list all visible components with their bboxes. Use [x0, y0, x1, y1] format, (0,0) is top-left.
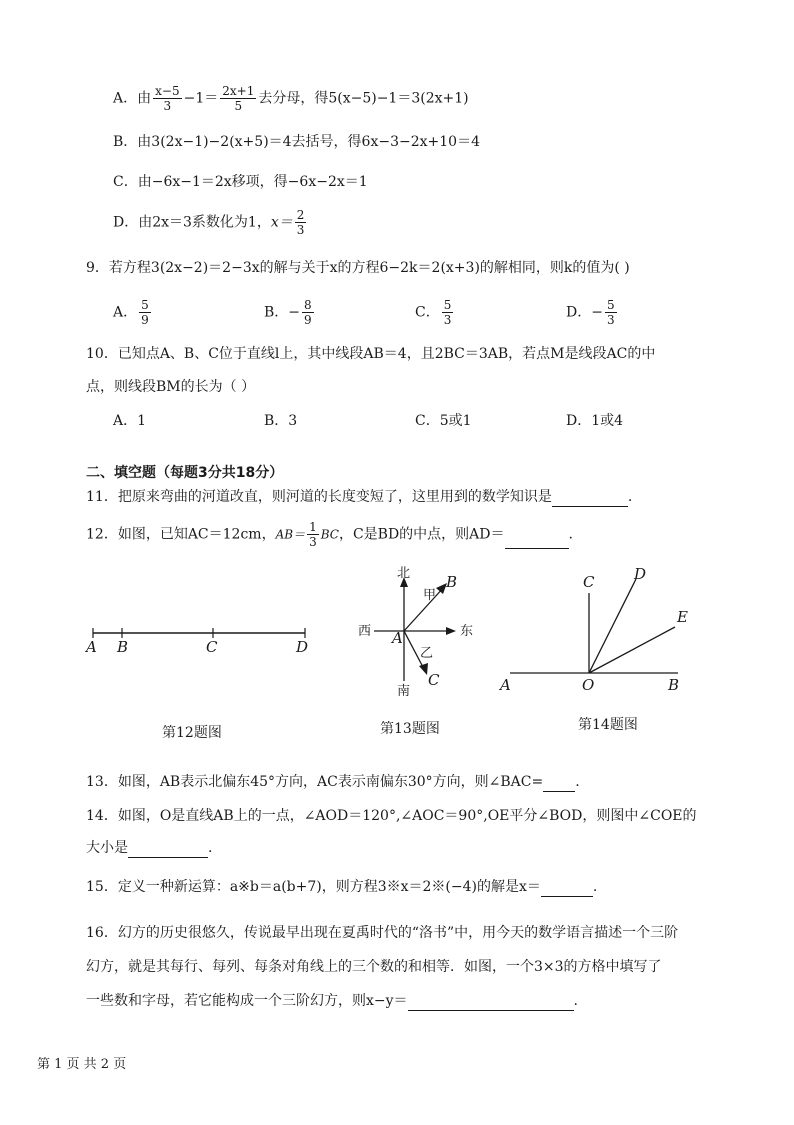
q11: 11．把原来弯曲的河道改直，则河道的长度变短了，这里用到的数学知识是 .	[86, 489, 633, 505]
answer-blank[interactable]	[543, 775, 575, 792]
fig13-jia: 甲	[423, 588, 437, 603]
q9-option-a: A． $\frac{5}{9}$	[113, 298, 149, 327]
fig13-point-c: C	[428, 671, 440, 689]
fig14-caption: 第14题图	[578, 717, 638, 733]
fig12-label-c: C	[206, 638, 218, 656]
fig12-label-d: D	[296, 638, 309, 656]
fig13-west: 西	[358, 624, 372, 639]
q10-option-a: A．1	[113, 413, 147, 429]
q10-option-d: D．1或4	[566, 413, 624, 429]
q16-line2: 幻方，就是其每行、每列、每条对角线上的三个数的和相等．如图，一个3×3的方格中填写了	[86, 959, 662, 975]
page-footer: 第 1 页 共 2 页	[37, 1057, 127, 1072]
q8-option-c: C．由−6x−1＝2x移项，得−6x−2x＝1	[113, 174, 368, 190]
q16-line1: 16．幻方的历史很悠久，传说最早出现在夏禹时代的“洛书”中，用今天的数学语言描述一个三阶	[86, 925, 679, 941]
fraction: $\frac{x-5}{3}$	[155, 84, 180, 113]
q10-option-b: B．3	[264, 413, 298, 429]
q14-line1: 14．如图，O是直线AB上的一点，∠AOD＝120°,∠AOC＝90°,OE平分∠BOD，则图中∠COE的	[86, 808, 697, 824]
q9-stem: 9．若方程3(2x−2)＝2−3x的解与关于x的方程6−2k＝2(x+3)的解相同，则k的值为( )	[86, 260, 630, 276]
q8-option-a: A．由 $\frac{x-5}{3}$ −1＝ $\frac{2x+1}{5}$ 去分母，得5(x−5)−1＝3(2x+1)	[113, 84, 469, 113]
fig14-point-a: A	[500, 676, 511, 694]
fig13-caption: 第13题图	[380, 721, 440, 737]
q9-option-b: B．− $\frac{8}{9}$	[264, 298, 312, 327]
fig13-yi: 乙	[420, 646, 434, 661]
answer-blank[interactable]	[128, 841, 208, 858]
fig14-point-b: B	[668, 676, 680, 694]
q12: 12．如图，已知AC＝12cm，AB＝ $\frac{1}{3}$ BC，C是BD的中点，则AD＝ .	[86, 520, 573, 549]
fig13-point-b: B	[446, 573, 458, 591]
fraction: $\frac{2}{3}$	[296, 208, 305, 237]
q9-option-d: D．− $\frac{5}{3}$	[566, 298, 615, 327]
section-title: 二、填空题（每题3分共18分）	[86, 465, 284, 481]
fig14-point-c: C	[583, 573, 595, 591]
q9-option-c: C． $\frac{5}{3}$	[415, 298, 452, 327]
fig12-label-b: B	[117, 638, 129, 656]
q10-option-c: C．5或1	[415, 413, 472, 429]
q13: 13．如图，AB表示北偏东45°方向，AC表示南偏东30°方向，则∠BAC= .	[86, 774, 580, 790]
q14-line2: 大小是 .	[86, 840, 213, 856]
fig13-north: 北	[397, 566, 411, 581]
fig13-point-a: A	[392, 629, 403, 647]
fraction: $\frac{2x+1}{5}$	[222, 84, 255, 113]
fig12-segment	[84, 628, 308, 656]
answer-blank[interactable]	[408, 994, 574, 1011]
figures	[0, 563, 794, 703]
q10-stem-line2: 点，则线段BM的长为（ ）	[86, 379, 256, 395]
answer-blank[interactable]	[541, 880, 593, 897]
fig12-label-a: A	[86, 638, 97, 656]
fig13-south: 南	[397, 684, 411, 699]
q8-option-d: D．由2x＝3系数化为1，x＝ $\frac{2}{3}$	[113, 208, 305, 237]
fig14-angles	[498, 565, 688, 694]
q10-stem-line1: 10．已知点A、B、C位于直线l上，其中线段AB＝4，且2BC＝3AB，若点M是线段AC的中	[86, 346, 656, 362]
fig13-compass	[358, 566, 473, 699]
fig14-point-e: E	[677, 608, 688, 626]
q8-option-b: B．由3(2x−1)−2(x+5)＝4去括号，得6x−3−2x+10＝4	[113, 134, 480, 150]
fig14-point-d: D	[634, 565, 647, 583]
fig12-caption: 第12题图	[162, 725, 222, 741]
q16-line3: 一些数和字母，若它能构成一个三阶幻方，则x−y＝ .	[86, 993, 578, 1009]
answer-blank[interactable]	[552, 490, 628, 507]
fig14-point-o: O	[582, 676, 595, 694]
fig13-east: 东	[460, 624, 474, 639]
answer-blank[interactable]	[505, 532, 569, 549]
q15: 15．定义一种新运算：a※b＝a(b+7)，则方程3※x＝2※(−4)的解是x＝ .	[86, 879, 598, 895]
